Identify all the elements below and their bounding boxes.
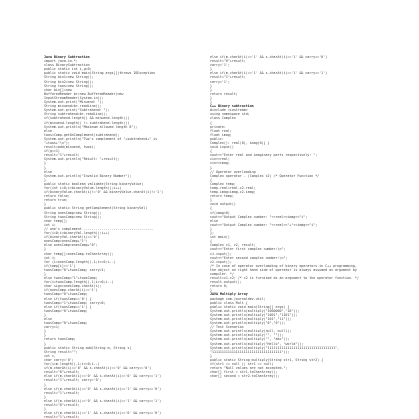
code-line: if(subtrahend.length() && minuend.length()) bbox=[44, 116, 130, 121]
code-line: c1.input(); bbox=[210, 251, 232, 256]
code-line: float real; bbox=[210, 128, 232, 133]
code-line: result="0"+result; bbox=[210, 59, 246, 64]
code-line: int i; bbox=[44, 222, 56, 227]
code-line: public static void main(String[] args) { bbox=[210, 304, 290, 309]
code-line: result.output(); bbox=[210, 280, 242, 285]
code-line: return 0; bbox=[210, 284, 228, 289]
code-line: Complex temp; bbox=[210, 181, 236, 186]
code-line: String twosComp=new String(); bbox=[44, 214, 102, 219]
code-line: cin>>imag; bbox=[210, 161, 230, 166]
code-line: result="1"+result; bbox=[44, 153, 80, 158]
code-line: String onesComp=new String(); bbox=[44, 210, 102, 215]
code-line: else if(m.charAt(i)=='1' && s.charAt(i)=='1' && carry=='1') bbox=[210, 71, 328, 76]
code-line: String result=""; bbox=[44, 349, 78, 354]
code-line: return twosComp; bbox=[44, 337, 76, 342]
code-line: } bbox=[210, 165, 212, 170]
code-line: System.out.println(multiply("1001","1101")); bbox=[210, 312, 298, 317]
code-line: cout<<"Enter first complex number:\n"; bbox=[210, 247, 286, 252]
code-line: cout<<"Output Complex number: "<<real<<"+"<<imag<<"i"; bbox=[210, 222, 318, 227]
code-line: if(binaryVal.charAt(i)=='0') bbox=[44, 235, 100, 240]
code-line: else onesComp=onesComp+"0"; bbox=[44, 243, 98, 248]
code-line: using namespace std; bbox=[210, 112, 250, 117]
code-line: else if(m.charAt(i)=='0' && s.charAt(i)=='1' && carry=='0') bbox=[44, 386, 162, 391]
code-line: System.out.println(multiply("", "abc")); bbox=[210, 337, 290, 342]
code-line: twosComp="0"+twosComp; bbox=[44, 308, 88, 313]
code-line: public static String getComplement(String binaryVal) bbox=[44, 206, 148, 211]
code-line: } bbox=[210, 67, 212, 72]
code-line: void output() bbox=[210, 202, 236, 207]
code-line: { bbox=[210, 149, 212, 154]
code-line: char temp[]=onesComp.toCharArray(); bbox=[44, 251, 114, 256]
code-line: c2.input(); bbox=[210, 259, 232, 264]
code-line: temp.real=real-c2.real; bbox=[210, 186, 256, 190]
code-line: System.out.println(multiply("101","11")); bbox=[210, 317, 292, 321]
code-line: else bbox=[210, 218, 218, 223]
code-line: class BinarySubtraction bbox=[44, 63, 90, 68]
code-line: carry='1'; bbox=[210, 79, 230, 84]
section-heading: C++ Binary subtraction bbox=[210, 104, 254, 109]
code-line: if(m.charAt(i)=='0' && s.charAt(i)=='0' && carry=='0') bbox=[44, 366, 152, 371]
code-line: else if(twosComp=='0') { bbox=[44, 296, 92, 301]
code-line: } bbox=[44, 333, 46, 338]
code-line: for (i=onesComp.length()-1;i>=0;i--) bbox=[44, 259, 116, 264]
code-line: package com.journaldev.util; bbox=[210, 296, 266, 301]
code-line: // Test Scenarios bbox=[210, 325, 244, 330]
code-line: } bbox=[210, 95, 212, 100]
code-line: result="1"+result; bbox=[44, 415, 80, 419]
code-line: System.out.println("Result: "+result); bbox=[44, 157, 120, 162]
code-line: result="0"+result; bbox=[44, 402, 80, 407]
code-line: result=c1-c2; /* c2 is furnised as an argument to the operator function. */ bbox=[210, 276, 359, 281]
code-line: System.out.println(multiply("", "")); bbox=[210, 333, 284, 338]
code-line: System.out.println("Invalid Binary Number"); bbox=[44, 173, 132, 178]
code-line: { bbox=[210, 177, 212, 182]
code-line: int i; bbox=[44, 255, 56, 260]
code-line: private: bbox=[210, 124, 226, 129]
code-line: twosComp="0"+twosComp; carry=1; bbox=[44, 267, 106, 272]
code-line: // one's complement ----------------------------------- bbox=[44, 226, 154, 231]
code-line: else bbox=[44, 169, 52, 174]
code-line: public class Mult { bbox=[210, 300, 248, 305]
code-line: result="1"+result; bbox=[210, 75, 246, 80]
code-line: // Operator overloading bbox=[210, 169, 256, 174]
code-line: { bbox=[210, 120, 212, 125]
code-line: carry=1; bbox=[44, 325, 60, 330]
code-line: cout<<"Enter real and imaginary parts respectively: "; bbox=[210, 153, 318, 158]
code-line: /* In case of operator overloading of binary operators in C++ programming, bbox=[210, 263, 357, 268]
code-line: } bbox=[210, 87, 212, 92]
code-line: BufferedReader br=new BufferedReader(new bbox=[44, 91, 124, 96]
code-line: the object on right hand side of operator is always assumed as argument by bbox=[210, 267, 357, 272]
code-line: } bbox=[44, 177, 46, 182]
code-line: for(i=m.length()-1;i>=0;i--) bbox=[44, 362, 100, 367]
code-line: for(i=0;i<binaryVal.length();i++) bbox=[44, 231, 110, 236]
code-line: char carry='0'; bbox=[44, 357, 74, 362]
code-line: cin>>real; bbox=[210, 157, 230, 162]
code-line: return temp; bbox=[210, 194, 234, 199]
code-line: "+twos+"\n"); bbox=[44, 140, 70, 145]
code-line: else if(m.charAt(i)=='0' && s.charAt(i)=='1' && carry=='1') bbox=[44, 398, 162, 403]
code-line: else if(m.charAt(i)=='1' && s.charAt(i)=='1' && carry=='0') bbox=[210, 55, 328, 59]
code-line: String bin2=new String(); bbox=[44, 79, 94, 84]
code-line: if(minuend.length() != subtrahend.length()) bbox=[44, 120, 130, 125]
left-code-column bbox=[44, 55, 204, 419]
code-line: } bbox=[44, 161, 46, 166]
code-line: twosComp="1"+twosComp; carry=0; bbox=[44, 300, 106, 305]
code-line: System.out.println(multiply("Hello", "world")); bbox=[210, 341, 304, 346]
code-line: public static String multiply(String str1, String str2) { bbox=[210, 357, 324, 362]
code-line: else twosComp="1"+twosComp; bbox=[44, 276, 98, 281]
code-line: { bbox=[210, 206, 212, 211]
code-line: } bbox=[44, 271, 46, 276]
code-line: return "Null values are not accepted."; bbox=[210, 366, 288, 371]
code-line: twosComp="0"+twosComp; bbox=[44, 292, 88, 297]
code-line: for(i=twosComp.length()-1;i>=0;i--) bbox=[44, 280, 114, 285]
code-line: result="1"+result; carry='0'; bbox=[44, 378, 102, 383]
code-line: } bbox=[210, 353, 212, 358]
code-line: float imag; bbox=[210, 132, 232, 137]
code-line: System.out.println("Two's complement of "+subtrahend+" is bbox=[44, 136, 158, 141]
code-line: } bbox=[44, 247, 46, 252]
code-line: cout<<"Output Complex number: "<<real<<imag<<"i"; bbox=[210, 214, 308, 219]
code-line: char[] second = str2.toCharArray(); bbox=[210, 374, 280, 379]
code-line: public static String add(String m, String s) bbox=[44, 345, 132, 350]
code-line: else bbox=[44, 128, 52, 133]
code-line: result="1"+result; bbox=[44, 390, 80, 395]
code-line: for(int i=0;i<binaryValue.length();i++) bbox=[44, 186, 122, 190]
code-line: System.out.print("Minuend: "); bbox=[44, 100, 104, 105]
code-line: } bbox=[44, 329, 46, 334]
code-line: class Complex bbox=[210, 116, 236, 121]
code-line: } bbox=[44, 312, 46, 317]
code-line: if(temp[i]=='1') bbox=[44, 263, 76, 268]
code-line: return true; bbox=[44, 198, 68, 203]
code-line: System.out.print("Subtrahend: "); bbox=[44, 108, 110, 113]
code-line: String twos=new String(); bbox=[44, 83, 94, 88]
code-line: public static int i,g=0; bbox=[44, 67, 92, 72]
section-heading: JAVA Multiply Array bbox=[210, 292, 248, 297]
code-line: Complex c1, c2, result; bbox=[210, 243, 256, 248]
code-line: return false; bbox=[44, 194, 70, 199]
code-line: carry='1'; bbox=[210, 63, 230, 68]
code-line: else if(m.charAt(i)=='1' && s.charAt(i)=='0' && carry=='0') bbox=[44, 411, 162, 416]
code-line: { bbox=[210, 239, 212, 244]
code-line: void input() bbox=[210, 145, 234, 150]
code-line: }; bbox=[210, 231, 214, 236]
code-line: String minuend=br.readLine(); bbox=[44, 104, 102, 109]
code-line: String bin1=new String(); bbox=[44, 75, 94, 80]
code-line: String subtrahend=br.readLine(); bbox=[44, 112, 108, 117]
code-line: char[] first = str1.toCharArray(); bbox=[210, 370, 278, 375]
code-line: } bbox=[44, 394, 46, 399]
code-line: public static boolean validate(String binaryValue) bbox=[44, 181, 144, 186]
code-line: if(g==1) bbox=[44, 149, 60, 154]
code-line: } bbox=[44, 382, 46, 387]
code-line: if(onesComp.charAt(i)=='1') bbox=[44, 288, 98, 293]
code-line: compiler. */ bbox=[210, 271, 234, 276]
code-line: "11111111111111111111111111111111111")); bbox=[210, 349, 290, 354]
code-line: else bbox=[44, 317, 52, 321]
code-line: Complex(): real(0), imag(0){ } bbox=[210, 140, 270, 145]
code-line: import java.io.*; bbox=[44, 59, 78, 64]
code-line: } bbox=[210, 226, 212, 231]
code-line: } bbox=[44, 407, 46, 412]
code-line: onesComp=onesComp+"1"; bbox=[44, 239, 88, 244]
code-line: result="0"+result; bbox=[44, 370, 80, 375]
code-line: } bbox=[210, 198, 212, 203]
code-line: System.out.println("Maximum allowed length 8"); bbox=[44, 124, 138, 129]
code-line: public static void main(String args[])throws IOException bbox=[44, 71, 156, 76]
code-line: else if(twosComp=='1') { bbox=[44, 304, 92, 309]
code-line: else if(m.charAt(i)=='0' && s.charAt(i)=='0' && carry=='1') bbox=[44, 374, 162, 379]
code-line: } bbox=[210, 288, 212, 293]
code-line: temp.imag=imag-c2.imag; bbox=[210, 190, 256, 195]
code-line: } bbox=[210, 100, 212, 105]
code-line: if(imag<0) bbox=[210, 210, 230, 215]
code-line: } bbox=[44, 202, 46, 207]
code-line: InputStreamReader(System.in)); bbox=[44, 95, 104, 100]
code-line: char sign=onesComp.charAt(i); bbox=[44, 284, 102, 289]
code-line: public: bbox=[210, 136, 224, 141]
code-line: #include <iostream> bbox=[210, 108, 248, 113]
code-line: char bin[]=new bbox=[44, 87, 72, 92]
code-line: int c, bbox=[44, 353, 56, 358]
code-line: return result; bbox=[210, 91, 238, 96]
code-line: twosComp="0"+twosComp; bbox=[44, 321, 88, 326]
code-line: if(binaryValue.charAt(i)!='0' && binaryValue.charAt(i)!='1') bbox=[44, 190, 164, 195]
code-line: } bbox=[44, 165, 46, 170]
code-line: System.out.println(multiply("0","0")); bbox=[210, 321, 286, 326]
code-line: char temp[]; bbox=[44, 218, 68, 223]
code-line: Complex operator - (Complex c2) /* Operator Function */ bbox=[210, 173, 320, 178]
code-line: System.out.println(multiply("1000000","10")); bbox=[210, 308, 300, 313]
code-line: if(str1 == null || str1 == null) bbox=[210, 362, 274, 367]
code-line: result=add(minuend, twos); bbox=[44, 145, 96, 150]
code-line: } bbox=[44, 341, 46, 346]
right-code-column bbox=[210, 55, 380, 378]
code-line: System.out.println(multiply("1111111111111111111111111111111111", bbox=[210, 345, 340, 350]
section-heading: Java Binary Subtraction bbox=[44, 55, 90, 59]
code-line: twos=Comp.getOnComplement(subtrahend); bbox=[44, 132, 120, 137]
code-line: cout<<"Enter second complex number:\n"; bbox=[210, 255, 288, 260]
code-line: } bbox=[210, 83, 212, 88]
code-line: System.out.println(multiply(null, null)); bbox=[210, 329, 292, 334]
code-line: int main() bbox=[210, 235, 230, 240]
